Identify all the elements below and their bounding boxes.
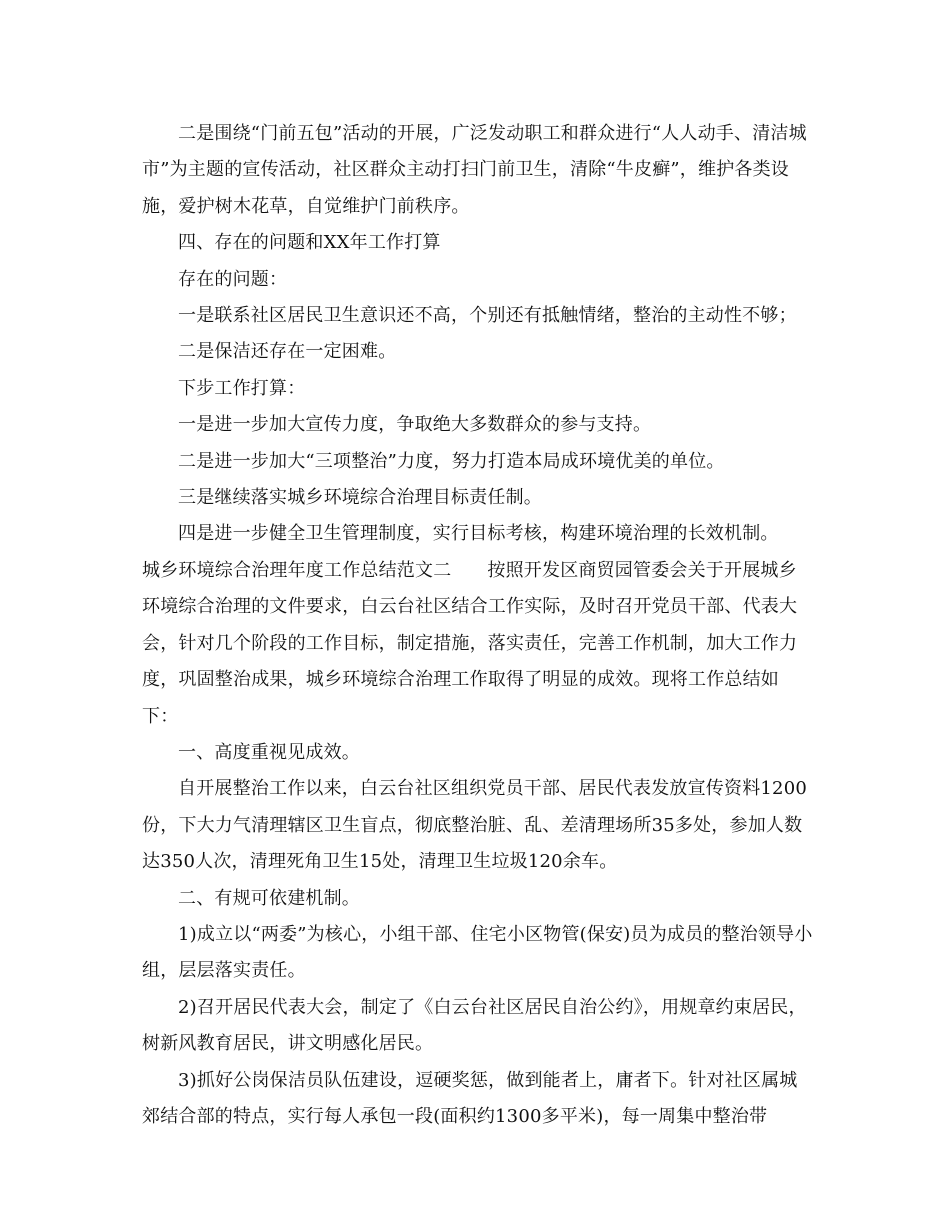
section-heading: 一、高度重视见成效。: [178, 741, 360, 763]
paragraph: 三是继续落实城乡环境综合治理目标责任制。: [178, 487, 542, 509]
paragraph: 二是进一步加大“三项整治”力度，努力打造本局成环境优美的单位。: [178, 450, 725, 472]
paragraph: 自开展整治工作以来，白云台社区组织党员干部、居民代表发放宣传资料1200份，下大力气清理辖区卫生盲点，彻底整治脏、乱、差清理场所35多处，参加人数达350人次，清理死角卫生15处，清理卫生垃圾120余车。: [142, 778, 808, 873]
section-intro-paragraph: [142, 553, 814, 735]
paragraph: 一是联系社区居民卫生意识还不高，个别还有抵触情绪，整治的主动性不够；: [178, 305, 797, 327]
paragraph: 下步工作打算：: [178, 377, 306, 399]
paragraph: 二是围绕“门前五包”活动的开展，广泛发动职工和群众进行“人人动手、清洁城市”为主题的宣传活动，社区群众主动打扫门前卫生，清除“牛皮癣”，维护各类设施，爱护树木花草，自觉维护门前秩序。: [142, 123, 807, 217]
section-title: 城乡环境综合治理年度工作总结范文二: [142, 559, 452, 581]
section-heading: 四、存在的问题和XX年工作打算: [178, 232, 441, 254]
paragraph: 二是保洁还存在一定困难。: [178, 341, 397, 363]
section-intro: 按照开发区商贸园管委会关于开展城乡环境综合治理的文件要求，白云台社区结合工作实际，及时召开党员干部、代表大会，针对几个阶段的工作目标，制定措施，落实责任，完善工作机制，加大工作力度，巩固整治成果，城乡环境综合治理工作取得了明显的成效。现将工作总结如下：: [142, 559, 798, 727]
section-heading: 二、有规可依建机制。: [178, 887, 360, 909]
paragraph: 一是进一步加大宣传力度，争取绝大多数群众的参与支持。: [178, 414, 652, 436]
paragraph: 四是进一步健全卫生管理制度，实行目标考核，构建环境治理的长效机制。: [178, 523, 779, 545]
document-body: [142, 116, 814, 1135]
paragraph: 2)召开居民代表大会，制定了《白云台社区居民自治公约》，用规章约束居民，树新风教育居民，讲文明感化居民。: [142, 996, 807, 1055]
paragraph: 存在的问题：: [178, 268, 288, 290]
paragraph: 1)成立以“两委”为核心，小组干部、住宅小区物管(保安)员为成员的整治领导小组，层层落实责任。: [142, 923, 813, 982]
paragraph: 3)抓好公岗保洁员队伍建设，逗硬奖惩，做到能者上，庸者下。针对社区属城郊结合部的特点，实行每人承包一段(面积约1300多平米)，每一周集中整治带: [142, 1069, 798, 1127]
